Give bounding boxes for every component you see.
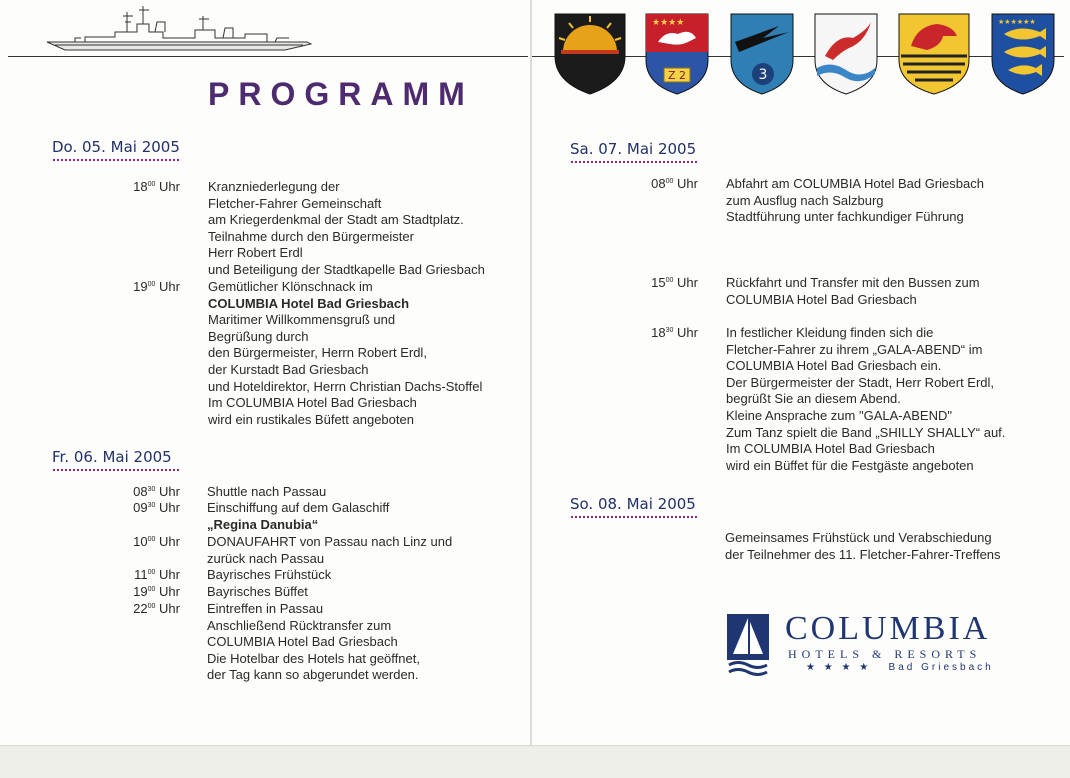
time-fri-1: $08^{30}$ Uhr — [133, 484, 180, 499]
time-fri-5: $19^{00}$ Uhr — [133, 584, 180, 599]
event-sat-3: In festlicher Kleidung finden sich die Fletcher-Fahrer zu ihrem „GALA-ABEND“ im COLUMBIA Hotel Bad Griesbach ein. Der Bürgermeister der Stadt, Herr Robert Erdl, begrüßt Sie an diesem Abend. Kleine Ansprache zum "GALA-ABEND" Zum Tanz spielt die Band „SHILLY SHALLY“ auf. Im COLUMBIA Hotel Bad Griesbach wird ein Büffet für die Festgäste angeboten — [726, 325, 1006, 473]
dotted-underline — [570, 515, 698, 519]
svg-text:★★★★: ★★★★ — [652, 18, 685, 28]
time-sat-1: $08^{00}$ Uhr — [651, 176, 698, 191]
brand-location — [806, 662, 994, 673]
destroyer-ship-illustration — [45, 4, 315, 58]
event-thu-1: Kranzniederlegung der Fletcher-Fahrer Gemeinschaft am Kriegerdenkmal der Stadt am Stadtplatz. Teilnahme durch den Bürgermeister Herr Robert Erdl und Beteiligung der Stadtkapelle Bad Griesbach — [208, 179, 485, 277]
time-sat-2: $15^{00}$ Uhr — [651, 275, 698, 290]
fin-crest-3-icon — [729, 12, 795, 96]
time-fri-4: $11^{00}$ Uhr — [134, 567, 180, 582]
page-fold — [530, 0, 532, 745]
three-fish-crest-icon — [990, 12, 1056, 96]
event-sun-1: Gemeinsames Frühstück und Verabschiedung der Teilnehmer des 11. Fletcher-Fahrer-Treffens — [725, 530, 1001, 562]
time-thu-1: $18^{00}$ Uhr — [133, 179, 180, 194]
time-sat-3: $18^{30}$ Uhr — [651, 325, 698, 340]
brand-subtitle: HOTELS & RESORTS — [788, 647, 982, 661]
dotted-underline — [570, 160, 698, 164]
columbia-sail-logo-icon — [727, 614, 769, 676]
day-heading-thu — [52, 138, 180, 162]
sunrise-crest-icon — [553, 12, 627, 96]
brand-location-text: Bad Griesbach — [888, 662, 994, 673]
time-fri-3: $10^{00}$ Uhr — [133, 534, 180, 549]
day-heading-fri — [52, 448, 180, 472]
event-sat-2: Rückfahrt und Transfer mit den Bussen zum COLUMBIA Hotel Bad Griesbach — [726, 275, 980, 307]
event-fri-4: Bayrisches Frühstück — [207, 567, 332, 582]
date-label-thu: Do. 05. Mai 2005 — [52, 138, 180, 156]
dotted-underline — [52, 468, 180, 472]
scan-bottom-edge — [0, 745, 1070, 778]
lion-crest-z2-icon — [644, 12, 710, 96]
brand-stars-icon: ★ ★ ★ ★ — [806, 662, 872, 673]
crest-label-3: 3 — [758, 67, 768, 83]
date-label-sun: So. 08. Mai 2005 — [570, 495, 696, 513]
event-fri-6: Eintreffen in Passau Anschließend Rücktransfer zum COLUMBIA Hotel Bad Griesbach Die Hotelbar des Hotels hat geöffnet, der Tag kann so abgerundet werden. — [207, 601, 420, 683]
day-heading-sat — [570, 140, 698, 164]
program-title: PROGRAMM — [208, 76, 474, 112]
event-sat-1: Abfahrt am COLUMBIA Hotel Bad Griesbach zum Ausflug nach Salzburg Stadtführung unter fachkundiger Führung — [726, 176, 984, 225]
event-fri-2: Einschiffung auf dem Galaschiff „Regina Danubia“ — [207, 500, 390, 532]
red-sea-creature-crest-icon — [813, 12, 879, 96]
date-label-sat: Sa. 07. Mai 2005 — [570, 140, 697, 158]
time-fri-6: $22^{00}$ Uhr — [133, 601, 180, 616]
day-heading-sun — [570, 495, 698, 519]
event-fri-5: Bayrisches Büffet — [207, 584, 308, 599]
bird-stripes-crest-icon — [897, 12, 971, 96]
event-thu-2: Gemütlicher Klönschnack im COLUMBIA Hotel Bad Griesbach Maritimer Willkommensgruß und Begrüßung durch den Bürgermeister, Herrn Robert Erdl, der Kurstadt Bad Griesbach und Hoteldirektor, Herrn Christian Dachs-Stoffel Im COLUMBIA Hotel Bad Griesbach wird ein rustikales Büfett angeboten — [208, 279, 483, 427]
dotted-underline — [52, 158, 180, 162]
svg-text:★★★★★★: ★★★★★★ — [998, 18, 1036, 26]
crest-label-z2: Z 2 — [667, 69, 687, 82]
time-fri-2: $09^{30}$ Uhr — [133, 500, 180, 515]
time-thu-2: $19^{00}$ Uhr — [133, 279, 180, 294]
date-label-fri: Fr. 06. Mai 2005 — [52, 448, 172, 466]
event-fri-1: Shuttle nach Passau — [207, 484, 327, 499]
event-fri-3: DONAUFAHRT von Passau nach Linz und zurück nach Passau — [207, 534, 453, 566]
brand-name: COLUMBIA — [785, 610, 991, 647]
